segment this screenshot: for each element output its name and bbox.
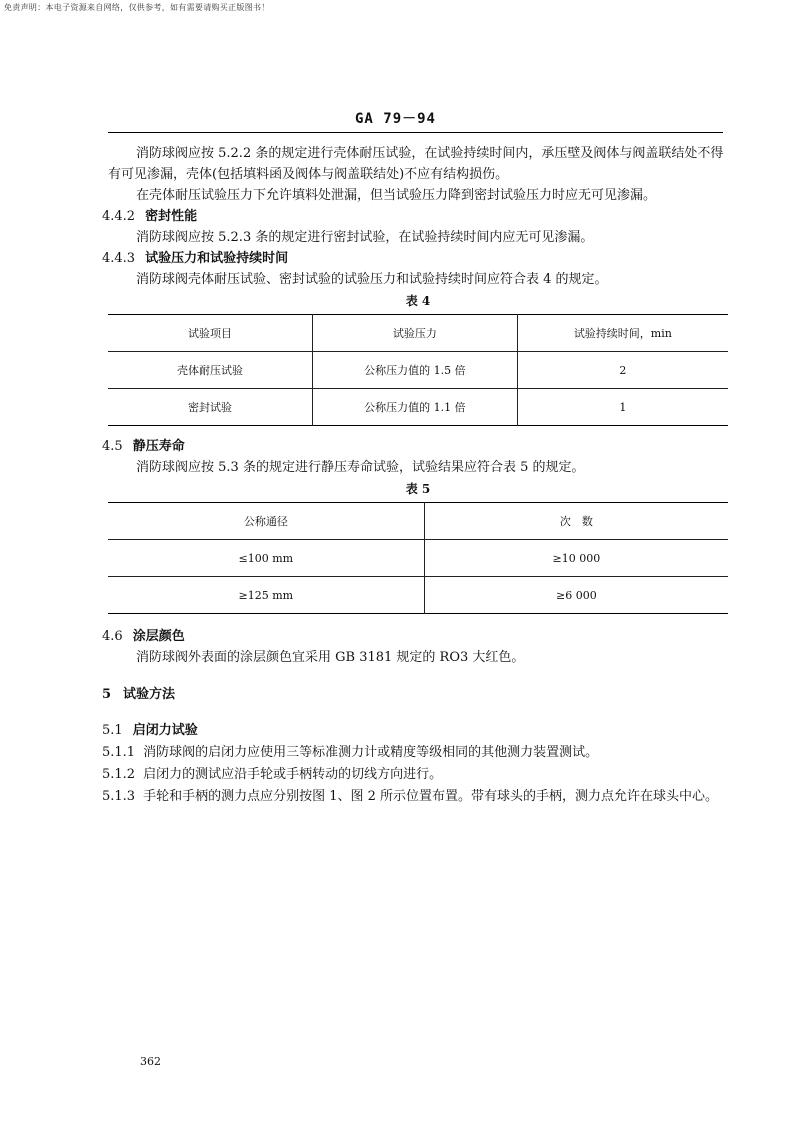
clause-4-6-body: 消防球阀外表面的涂层颜色宜采用 GB 3181 规定的 RO3 大红色。 — [136, 650, 525, 665]
clause-title: 密封性能 — [145, 209, 198, 224]
clause-number: 5.1.2 — [102, 767, 136, 782]
clause-number: 4.6 — [102, 629, 123, 644]
clause-4-4-2-body: 消防球阀应按 5.2.3 条的规定进行密封试验，在试验持续时间内应无可见渗漏。 — [136, 230, 594, 245]
clause-4-4-3-body: 消防球阀壳体耐压试验、密封试验的试验压力和试验持续时间应符合表 4 的规定。 — [136, 272, 608, 287]
clause-4-6 — [102, 626, 728, 647]
clause-title: 静压寿命 — [132, 439, 185, 454]
table-4-caption: 表 4 — [405, 294, 431, 308]
table-cell: 壳体耐压试验 — [108, 352, 313, 389]
table-row — [108, 352, 728, 389]
clause-body: 手轮和手柄的测力点应分别按图 1、图 2 所示位置布置。带有球头的手柄，测力点允许在球头中心。 — [143, 789, 719, 804]
table-header-cell: 公称通径 — [108, 503, 424, 540]
table-cell: 公称压力值的 1.1 倍 — [313, 389, 518, 426]
table-row — [108, 540, 728, 577]
paragraph-packing-leak: 在壳体耐压试验压力下允许填料处泄漏，但当试验压力降到密封试验压力时应无可见渗漏。 — [136, 188, 657, 203]
table-5 — [108, 502, 728, 614]
table-row — [108, 389, 728, 426]
table-cell: 1 — [517, 389, 728, 426]
table-cell: 公称压力值的 1.5 倍 — [313, 352, 518, 389]
clause-number: 4.4.2 — [102, 209, 136, 224]
clause-number: 5.1.3 — [102, 789, 136, 804]
table-header-row — [108, 503, 728, 540]
table-header-cell: 试验项目 — [108, 315, 313, 352]
clause-4-4-2 — [102, 206, 728, 227]
clause-5-1-2 — [102, 764, 728, 786]
table-4 — [108, 314, 728, 426]
clause-5-1 — [102, 720, 728, 742]
section-number: 5 — [102, 687, 112, 702]
table-header-cell: 试验持续时间，min — [517, 315, 728, 352]
clause-4-4-3 — [102, 248, 728, 269]
standard-header: GA 79－94 — [354, 111, 436, 127]
table-cell: 密封试验 — [108, 389, 313, 426]
table-header-row — [108, 315, 728, 352]
table-cell: ≥125 mm — [108, 577, 424, 614]
clause-number: 4.5 — [102, 439, 123, 454]
table-header-cell: 次 数 — [424, 503, 728, 540]
table-header-cell: 试验压力 — [313, 315, 518, 352]
table-5-caption: 表 5 — [405, 482, 431, 496]
clause-4-5-body: 消防球阀应按 5.3 条的规定进行静压寿命试验，试验结果应符合表 5 的规定。 — [136, 460, 585, 475]
clause-body: 消防球阀的启闭力应使用三等标准测力计或精度等级相同的其他测力装置测试。 — [143, 745, 599, 760]
clause-number: 5.1 — [102, 723, 123, 738]
clause-title: 试验压力和试验持续时间 — [145, 251, 289, 266]
header-rule — [108, 132, 723, 133]
table-cell: ≥6 000 — [424, 577, 728, 614]
clause-number: 5.1.1 — [102, 745, 136, 760]
clause-number: 4.4.3 — [102, 251, 136, 266]
clause-body: 启闭力的测试应沿手轮或手柄转动的切线方向进行。 — [143, 767, 443, 782]
disclaimer-text: 免责声明：本电子资源来自网络，仅供参考，如有需要请购买正版图书！ — [4, 3, 270, 12]
paragraph-shell-pressure: 消防球阀应按 5.2.2 条的规定进行壳体耐压试验，在试验持续时间内，承压壁及阀体与阀盖联结处不得有可见渗漏，壳体(包括填料函及阀体与阀盖联结处)不应有结构损伤。 — [108, 146, 724, 182]
section-5-heading — [102, 684, 728, 706]
document-body — [102, 142, 728, 808]
clause-title: 涂层颜色 — [132, 629, 185, 644]
table-cell: 2 — [517, 352, 728, 389]
section-title: 试验方法 — [123, 687, 176, 702]
clause-5-1-3 — [102, 786, 728, 808]
page-number: 362 — [140, 1055, 161, 1068]
clause-4-5 — [102, 436, 728, 457]
table-cell: ≤100 mm — [108, 540, 424, 577]
table-row — [108, 577, 728, 614]
clause-title: 启闭力试验 — [132, 723, 198, 738]
table-cell: ≥10 000 — [424, 540, 728, 577]
clause-5-1-1 — [102, 742, 728, 764]
